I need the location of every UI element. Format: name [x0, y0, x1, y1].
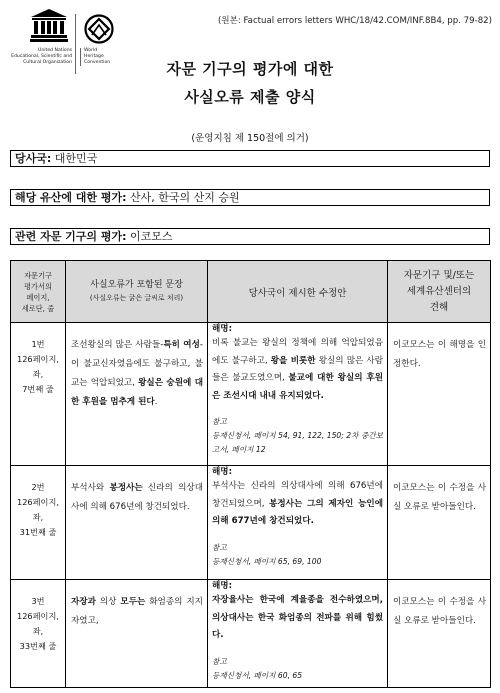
row-location: 3번 126페이지, 좌, 33번째 줄: [11, 580, 66, 688]
document-title-line-2: 사실오류 제출 양식: [184, 88, 316, 106]
legal-basis-note: (운영지침 제 150절에 의거): [191, 133, 309, 144]
correction-heading: 해명:: [212, 581, 233, 591]
header-location: 자문기구 평가서의 페이지, 세로단, 줄: [11, 261, 66, 323]
header-original-sentence: 사실오류가 포함된 문장 (사실오류는 굵은 글씨로 처리): [66, 261, 208, 323]
row-original-sentence: 부석사와 봉정사는 신라의 의상대사에 의해 676년에 창건되었다.: [66, 466, 208, 580]
table-row: [11, 323, 491, 466]
row-correction: 해명: 자장율사는 한국에 계율종을 전수하였으며, 의상대사는 한국 화엄종의 전파를 위해 힘썼다. 참고 등재신청서, 페이지 60, 65: [208, 580, 388, 688]
correction-heading: 해명:: [212, 467, 233, 477]
header-response: 자문기구 및/또는 세계유산센터의 견해: [388, 261, 491, 323]
reference-heading: 참고: [212, 417, 227, 426]
reference-heading: 참고: [212, 542, 227, 552]
header-correction: 당사국이 제시한 수정안: [208, 261, 388, 323]
unesco-caption: United Nations Educational, Scientific and Cultural Organization: [11, 48, 72, 65]
unesco-temple-logo-icon: [30, 8, 68, 42]
row-correction: 해명: 부석사는 신라의 의상대사에 의해 676년에 창건되었으며, 봉정사는 그의 제자인 능인에 의해 677년에 창건되었다. 참고 등재신청서, 페이지 65, 69, 100: [208, 466, 388, 580]
property-evaluation-label: 해당 유산에 대한 평가:: [15, 191, 127, 204]
property-evaluation-value: 산사, 한국의 산지 승원: [126, 191, 240, 204]
row-original-sentence: 자장과 의상 모두는 화엄종의 지지자였고,: [66, 580, 208, 688]
advisory-body-field: [10, 228, 490, 245]
row-location: 2번 126페이지, 좌, 31번째 줄: [11, 466, 66, 580]
reference-heading: 참고: [212, 656, 227, 666]
state-party-field: [10, 150, 490, 167]
table-row: [11, 466, 491, 580]
row-response: 이코모스는 이 수정을 사실 오류로 받아들인다.: [388, 466, 491, 580]
state-party-label: 당사국:: [15, 152, 52, 165]
row-response: 이코모스는 이 해명을 인정한다.: [388, 323, 491, 466]
property-evaluation-field: [10, 189, 490, 206]
table-header-row: [11, 261, 491, 323]
row-correction: 해명: 비록 불교는 왕실의 정책에 의해 억압되었음에도 불구하고, 왕을 비롯한 왕실의 많은 사람들은 불교도였으며, 불교에 대한 왕실의 후원은 조선시대 내내 유지되었다. 참고 등재신청서, 페이지 54, 91, 122, 150; 2차 중간보고서, 페이지 12: [208, 323, 388, 466]
reference-body: 등재신청서, 페이지 60, 65: [212, 670, 303, 680]
correction-heading: 해명:: [212, 324, 233, 334]
row-original-sentence: 조선왕실의 많은 사람들-특히 여성-이 불교신자였음에도 불구하고, 불교는 억압되었고, 왕실은 숭원에 대한 후원을 멈추게 된다.: [66, 323, 208, 466]
source-note: (원본: Factual errors letters WHC/18/42.COM/INF.8B4, pp. 79-82): [217, 16, 492, 26]
whc-caption: World Heritage Convention: [80, 48, 120, 66]
header-original-sub: (사실오류는 굵은 글씨로 처리): [89, 293, 184, 302]
row-response: 이코모스는 이 수정을 사실 오류로 받아들인다.: [388, 580, 491, 688]
table-row: [11, 580, 491, 688]
row-location: 1번 126페이지, 좌, 7번째 줄: [11, 323, 66, 466]
state-party-value: 대한민국: [51, 152, 98, 165]
reference-body: 등재신청서, 페이지 65, 69, 100: [212, 556, 322, 566]
factual-errors-table: [10, 260, 491, 688]
world-heritage-emblem-icon: [84, 14, 114, 44]
advisory-body-label: 관련 자문 기구의 평가:: [15, 230, 127, 243]
reference-body: 등재신청서, 페이지 54, 91, 122, 150; 2차 중간보고서, 페이지 12: [212, 431, 383, 454]
advisory-body-value: 이코모스: [126, 230, 173, 243]
document-title-line-1: 자문 기구의 평가에 대한: [166, 60, 334, 78]
